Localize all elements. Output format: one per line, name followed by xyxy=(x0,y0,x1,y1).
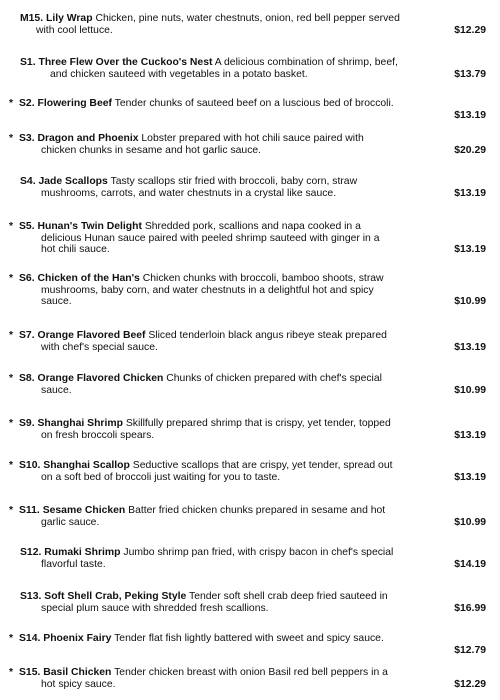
menu-item-name: S3. Dragon and Phoenix xyxy=(19,133,139,144)
menu-item-name: S11. Sesame Chicken xyxy=(19,505,126,516)
menu-item xyxy=(0,13,500,36)
menu-item-description: Chicken chunks with broccoli, bamboo shoots, straw xyxy=(142,273,384,284)
menu-item-price: $13.19 xyxy=(454,244,486,255)
menu-item-price: $20.29 xyxy=(454,144,486,156)
menu-item-description: Tasty scallops stir fried with broccoli, baby corn, straw xyxy=(110,176,358,187)
menu-item-description: Jumbo shrimp pan fried, with crispy bacon in chef's special xyxy=(123,547,394,558)
menu-item-price: $16.99 xyxy=(454,602,486,614)
menu-item xyxy=(0,667,500,690)
menu-item-first-line xyxy=(0,98,500,110)
menu-item-first-line xyxy=(0,57,500,69)
menu-item-description: Skillfully prepared shrimp that is crispy, yet tender, topped xyxy=(125,418,391,429)
menu-item xyxy=(0,133,500,156)
menu-item-description: and chicken sauteed with vegetables in a potato basket. xyxy=(50,68,308,80)
menu-item-description: Tender flat fish lightly battered with sweet and spicy sauce. xyxy=(114,633,384,644)
menu-item-price: $10.99 xyxy=(454,296,486,307)
menu-item-description: Seductive scallops that are crispy, yet tender, spread out xyxy=(132,460,393,471)
menu-item-description-line xyxy=(0,517,500,529)
menu-item xyxy=(0,98,500,121)
menu-item-description: Chicken, pine nuts, water chestnuts, onion, red bell pepper served xyxy=(95,13,400,24)
menu-item-description-line xyxy=(0,244,500,256)
menu-item-name: S12. Rumaki Shrimp xyxy=(20,547,121,558)
menu-item-description: A delicious combination of shrimp, beef, xyxy=(214,57,398,68)
menu-item-name: S15. Basil Chicken xyxy=(19,667,112,678)
menu-item-price: $12.79 xyxy=(454,644,486,656)
menu-item-description: Shredded pork, scallions and napa cooked in a xyxy=(144,221,361,232)
menu-item-price: $14.19 xyxy=(454,558,486,570)
menu-item-description-line xyxy=(0,69,500,81)
menu-item-name: S9. Shanghai Shrimp xyxy=(19,418,123,429)
menu-item-first-line xyxy=(0,176,500,188)
menu-item xyxy=(0,547,500,570)
menu-item-description: Chunks of chicken prepared with chef's special xyxy=(166,373,382,384)
menu-item-name: S7. Orange Flavored Beef xyxy=(19,330,146,341)
menu-item-description: mushrooms, carrots, and water chestnuts in a crystal like sauce. xyxy=(41,187,337,199)
menu-item-description: hot chili sauce. xyxy=(41,244,110,255)
spicy-marker: * xyxy=(9,273,14,284)
menu-item-name: S5. Hunan's Twin Delight xyxy=(19,221,142,232)
menu-item-description-line xyxy=(0,25,500,37)
menu-item-first-line xyxy=(0,667,500,679)
menu-item-name: S4. Jade Scallops xyxy=(20,176,108,187)
menu-item-first-line xyxy=(0,13,500,25)
menu-item-first-line xyxy=(0,373,500,385)
menu-item xyxy=(0,57,500,80)
menu-item-description-line xyxy=(0,603,500,615)
menu-item-description: on fresh broccoli spears. xyxy=(41,429,155,441)
menu-item xyxy=(0,176,500,199)
menu-item-price-line xyxy=(0,645,500,657)
menu-item-description-line xyxy=(0,430,500,442)
menu-item-description: Tender soft shell crab deep fried sauteed in xyxy=(189,591,388,602)
menu-item-first-line xyxy=(0,221,500,233)
menu-item-name: S2. Flowering Beef xyxy=(19,98,112,109)
menu-item-description-line xyxy=(0,296,500,308)
menu-item-first-line xyxy=(0,547,500,559)
menu-item-first-line xyxy=(0,330,500,342)
menu-item xyxy=(0,273,500,308)
spicy-marker: * xyxy=(9,505,14,516)
menu-item-price: $13.19 xyxy=(454,341,486,353)
menu-item-name: M15. Lily Wrap xyxy=(20,13,93,24)
menu-item-first-line xyxy=(0,133,500,145)
spicy-marker: * xyxy=(9,133,14,144)
menu-item-first-line xyxy=(0,273,500,285)
menu-item-description: Batter fried chicken chunks prepared in sesame and hot xyxy=(128,505,386,516)
menu-item-name: S8. Orange Flavored Chicken xyxy=(19,373,164,384)
menu-item xyxy=(0,221,500,256)
menu-item-name: S13. Soft Shell Crab, Peking Style xyxy=(20,591,187,602)
menu-item-description: sauce. xyxy=(41,384,72,396)
menu-item-price: $13.19 xyxy=(454,471,486,483)
spicy-marker: * xyxy=(9,667,14,678)
menu-item xyxy=(0,460,500,483)
menu-item-price: $13.19 xyxy=(454,109,486,121)
menu-item-description-line xyxy=(0,188,500,200)
menu-item-price: $12.29 xyxy=(454,24,486,36)
menu-item-description: special plum sauce with shredded fresh scallions. xyxy=(41,602,269,614)
menu-item-first-line xyxy=(0,633,500,645)
menu-item-price: $12.29 xyxy=(454,678,486,690)
menu-item-name: S10. Shanghai Scallop xyxy=(19,460,130,471)
menu-item xyxy=(0,633,500,656)
spicy-marker: * xyxy=(9,221,14,232)
menu-item xyxy=(0,330,500,353)
menu-item-price: $13.19 xyxy=(454,187,486,199)
menu-item-description: with chef's special sauce. xyxy=(41,341,158,353)
menu-item-description: mushrooms, baby corn, and water chestnuts in a delightful hot and spicy xyxy=(41,284,374,296)
menu-item-description-line xyxy=(0,559,500,571)
menu-item-description: chicken chunks in sesame and hot garlic sauce. xyxy=(41,144,262,156)
menu-item-description: Sliced tenderloin black angus ribeye steak prepared xyxy=(148,330,387,341)
menu-item-price: $13.19 xyxy=(454,429,486,441)
menu-item-description: flavorful taste. xyxy=(41,558,106,570)
menu-item xyxy=(0,373,500,396)
menu-item-description: with cool lettuce. xyxy=(36,24,113,36)
menu-item-description: Tender chunks of sauteed beef on a luscious bed of broccoli. xyxy=(114,98,394,109)
menu-item-name: S14. Phoenix Fairy xyxy=(19,633,112,644)
menu-item-description-line xyxy=(0,145,500,157)
menu-item-name: S6. Chicken of the Han's xyxy=(19,273,140,284)
menu-item-price-line xyxy=(0,110,500,122)
menu-item-first-line xyxy=(0,460,500,472)
spicy-marker: * xyxy=(9,373,14,384)
menu-item-first-line xyxy=(0,505,500,517)
menu-item-description-line xyxy=(0,285,500,297)
spicy-marker: * xyxy=(9,633,14,644)
menu-item-price: $10.99 xyxy=(454,516,486,528)
menu-item-first-line xyxy=(0,418,500,430)
menu-item-description: on a soft bed of broccoli just waiting for you to taste. xyxy=(41,471,281,483)
menu-item-description: garlic sauce. xyxy=(41,516,100,528)
spicy-marker: * xyxy=(9,418,14,429)
menu-item xyxy=(0,505,500,528)
menu-item-price: $10.99 xyxy=(454,384,486,396)
menu-item-name: S1. Three Flew Over the Cuckoo's Nest xyxy=(20,57,213,68)
menu-item-first-line xyxy=(0,591,500,603)
menu-item xyxy=(0,591,500,614)
menu-item-description-line xyxy=(0,342,500,354)
spicy-marker: * xyxy=(9,330,14,341)
spicy-marker: * xyxy=(9,460,14,471)
menu-item-description-line xyxy=(0,472,500,484)
menu-item-price: $13.79 xyxy=(454,68,486,80)
menu-item-description-line xyxy=(0,385,500,397)
menu-item-description: Lobster prepared with hot chili sauce paired with xyxy=(141,133,364,144)
menu-item xyxy=(0,418,500,441)
spicy-marker: * xyxy=(9,98,14,109)
menu-item-description: delicious Hunan sauce paired with peeled shrimp sauteed with ginger in a xyxy=(41,232,380,244)
menu-item-description-line xyxy=(0,233,500,245)
menu-item-description-line xyxy=(0,679,500,691)
menu-item-description: Tender chicken breast with onion Basil red bell peppers in a xyxy=(114,667,388,678)
menu-item-description: hot spicy sauce. xyxy=(41,678,116,690)
menu-item-description: sauce. xyxy=(41,296,72,307)
